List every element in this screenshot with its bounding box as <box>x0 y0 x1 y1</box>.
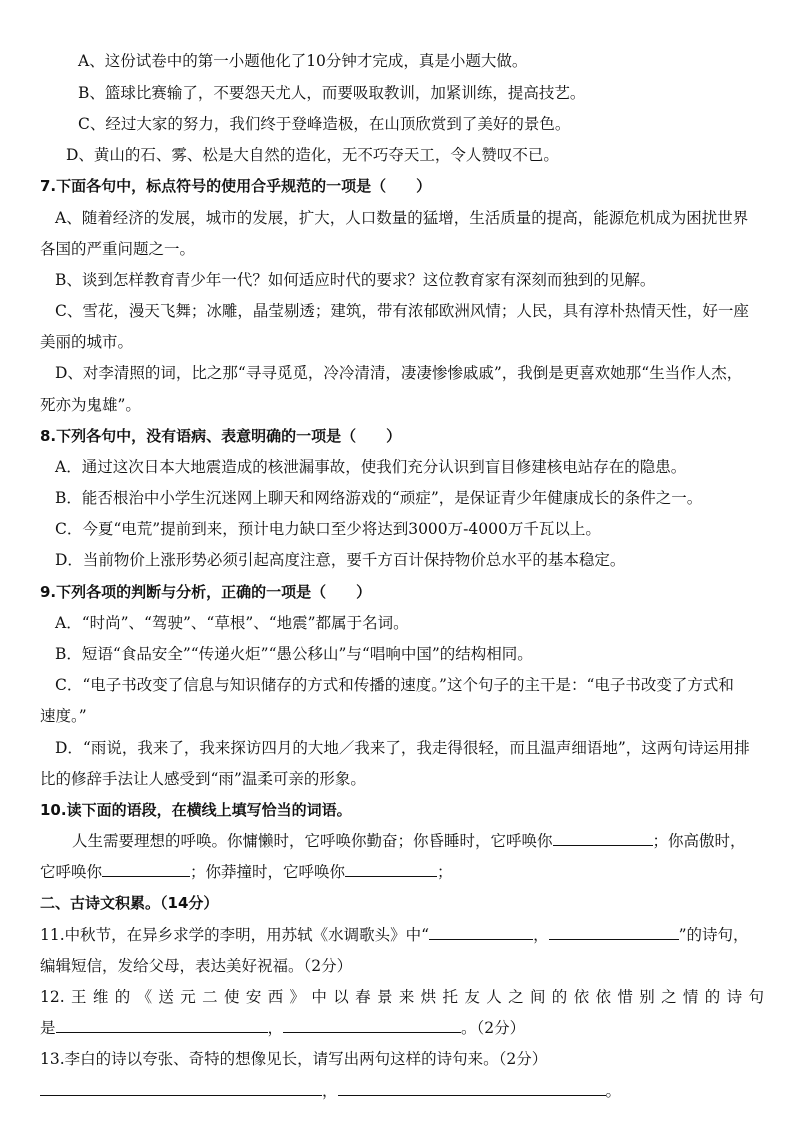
q10-title: 10.读下面的语段，在横线上填写恰当的词语。 <box>40 801 352 819</box>
q6-option-c: C、经过大家的努力，我们终于登峰造极，在山顶欣赏到了美好的景色。 <box>78 115 571 133</box>
q11-text-1a: 11.中秋节，在异乡求学的李明，用苏轼《水调歌头》中“ <box>40 926 430 944</box>
q12-text-2c: 。（2分） <box>461 1019 526 1037</box>
q7-option-d-line2: 死亦为鬼雄”。 <box>40 396 141 414</box>
q13-text-2a: ， <box>322 1082 338 1100</box>
q11-text-1b: ， <box>533 926 549 944</box>
q10-text-2b: ；你莽撞时，它呼唤你 <box>190 863 346 881</box>
q7-option-b: B、谈到怎样教育青少年一代？如何适应时代的要求？这位教育家有深刻而独到的见解。 <box>55 271 656 289</box>
q9-option-c-line2: 速度。” <box>40 707 87 725</box>
q13-blank-2[interactable] <box>338 1081 606 1096</box>
q13-line2 <box>40 1081 764 1101</box>
q12-text-2a: 是 <box>40 1019 56 1037</box>
q9-option-a: A．“时尚”、“驾驶”、“草根”、“地震”都属于名词。 <box>55 614 409 632</box>
section2-title: 二、古诗文积累。（14分） <box>40 894 219 912</box>
q10-paragraph-line2 <box>40 862 764 882</box>
q10-blank-3[interactable] <box>345 862 437 877</box>
q7-title: 7.下面各句中，标点符号的使用合乎规范的一项是（ ） <box>40 177 432 195</box>
q7-option-c-line1: C、雪花，漫天飞舞；冰雕，晶莹剔透；建筑，带有浓郁欧洲风情；人民，具有淳朴热情天性，好一座 <box>55 302 749 320</box>
q12-line1: 12.王维的《送元二使安西》中以春景来烘托友人之间的依依惜别之情的诗句 <box>40 988 764 1006</box>
q9-option-b: B．短语“食品安全”“传递火炬”“愚公移山”与“唱响中国”的结构相同。 <box>55 645 533 663</box>
q10-blank-2[interactable] <box>102 862 190 877</box>
q10-text-1-end: ；你高傲时， <box>652 832 746 850</box>
q11-line2: 编辑短信，发给父母，表达美好祝福。（2分） <box>40 957 353 975</box>
q8-option-c: C．今夏“电荒”提前到来，预计电力缺口至少将达到3000万-4000万千瓦以上。 <box>55 520 601 538</box>
q12-blank-2[interactable] <box>283 1018 461 1033</box>
q10-text-1: 人生需要理想的呼唤。你慵懒时，它呼唤你勤奋；你昏睡时，它呼唤你 <box>72 832 553 850</box>
q7-option-c-line2: 美丽的城市。 <box>40 333 134 351</box>
q12-blank-1[interactable] <box>56 1018 268 1033</box>
q9-option-d-line1: D．“雨说，我来了，我来探访四月的大地／我来了，我走得很轻，而且温声细语地”，这两句诗运用排 <box>55 739 750 757</box>
q13-text-2b: 。 <box>605 1082 622 1100</box>
q13-line1: 13.李白的诗以夸张、奇特的想像见长，请写出两句这样的诗句来。（2分） <box>40 1050 548 1068</box>
q10-paragraph-line1 <box>72 831 794 851</box>
q7-option-a-line1: A、随着经济的发展，城市的发展，扩大，人口数量的猛增，生活质量的提高，能源危机成为困扰世界 <box>55 209 749 227</box>
q6-option-d: D、黄山的石、雾、松是大自然的造化，无不巧夺天工，令人赞叹不已。 <box>66 146 559 164</box>
q8-option-a: A．通过这次日本大地震造成的核泄漏事故，使我们充分认识到盲目修建核电站存在的隐患。 <box>55 458 687 476</box>
q10-blank-1[interactable] <box>553 831 653 846</box>
q7-option-a-line2: 各国的严重问题之一。 <box>40 240 196 258</box>
q10-text-2a: 它呼唤你 <box>40 863 103 881</box>
q9-option-c-line1: C．“电子书改变了信息与知识储存的方式和传播的速度。”这个句子的主干是：“电子书改变了方式和 <box>55 676 734 694</box>
q6-option-b: B、篮球比赛输了，不要怨天尤人，而要吸取教训，加紧训练，提高技艺。 <box>78 84 586 102</box>
q13-blank-1[interactable] <box>40 1081 322 1096</box>
q7-option-d-line1: D、对李清照的词，比之那“寻寻觅觅，冷冷清清，凄凄惨惨戚戚”，我倒是更喜欢她那“生当作人杰， <box>55 364 743 382</box>
q12-line2 <box>40 1018 764 1038</box>
q11-blank-2[interactable] <box>549 925 679 940</box>
q9-title: 9.下列各项的判断与分析，正确的一项是（ ） <box>40 583 372 601</box>
q8-option-d: D．当前物价上涨形势必须引起高度注意，要千方百计保持物价总水平的基本稳定。 <box>55 551 626 569</box>
q11-blank-1[interactable] <box>429 925 533 940</box>
q12-text-2b: ， <box>267 1019 284 1037</box>
q9-option-d-line2: 比的修辞手法让人感受到“雨”温柔可亲的形象。 <box>40 770 366 788</box>
q11-text-1c: ”的诗句， <box>678 926 749 944</box>
q6-option-a: A、这份试卷中的第一小题他化了10分钟才完成，真是小题大做。 <box>78 52 528 70</box>
q11-line1 <box>40 925 764 945</box>
q8-title: 8.下列各句中，没有语病、表意明确的一项是（ ） <box>40 427 402 445</box>
q8-option-b: B．能否根治中小学生沉迷网上聊天和网络游戏的“顽症”，是保证青少年健康成长的条件之一。 <box>55 489 703 507</box>
q10-text-2-end: ； <box>437 863 453 881</box>
